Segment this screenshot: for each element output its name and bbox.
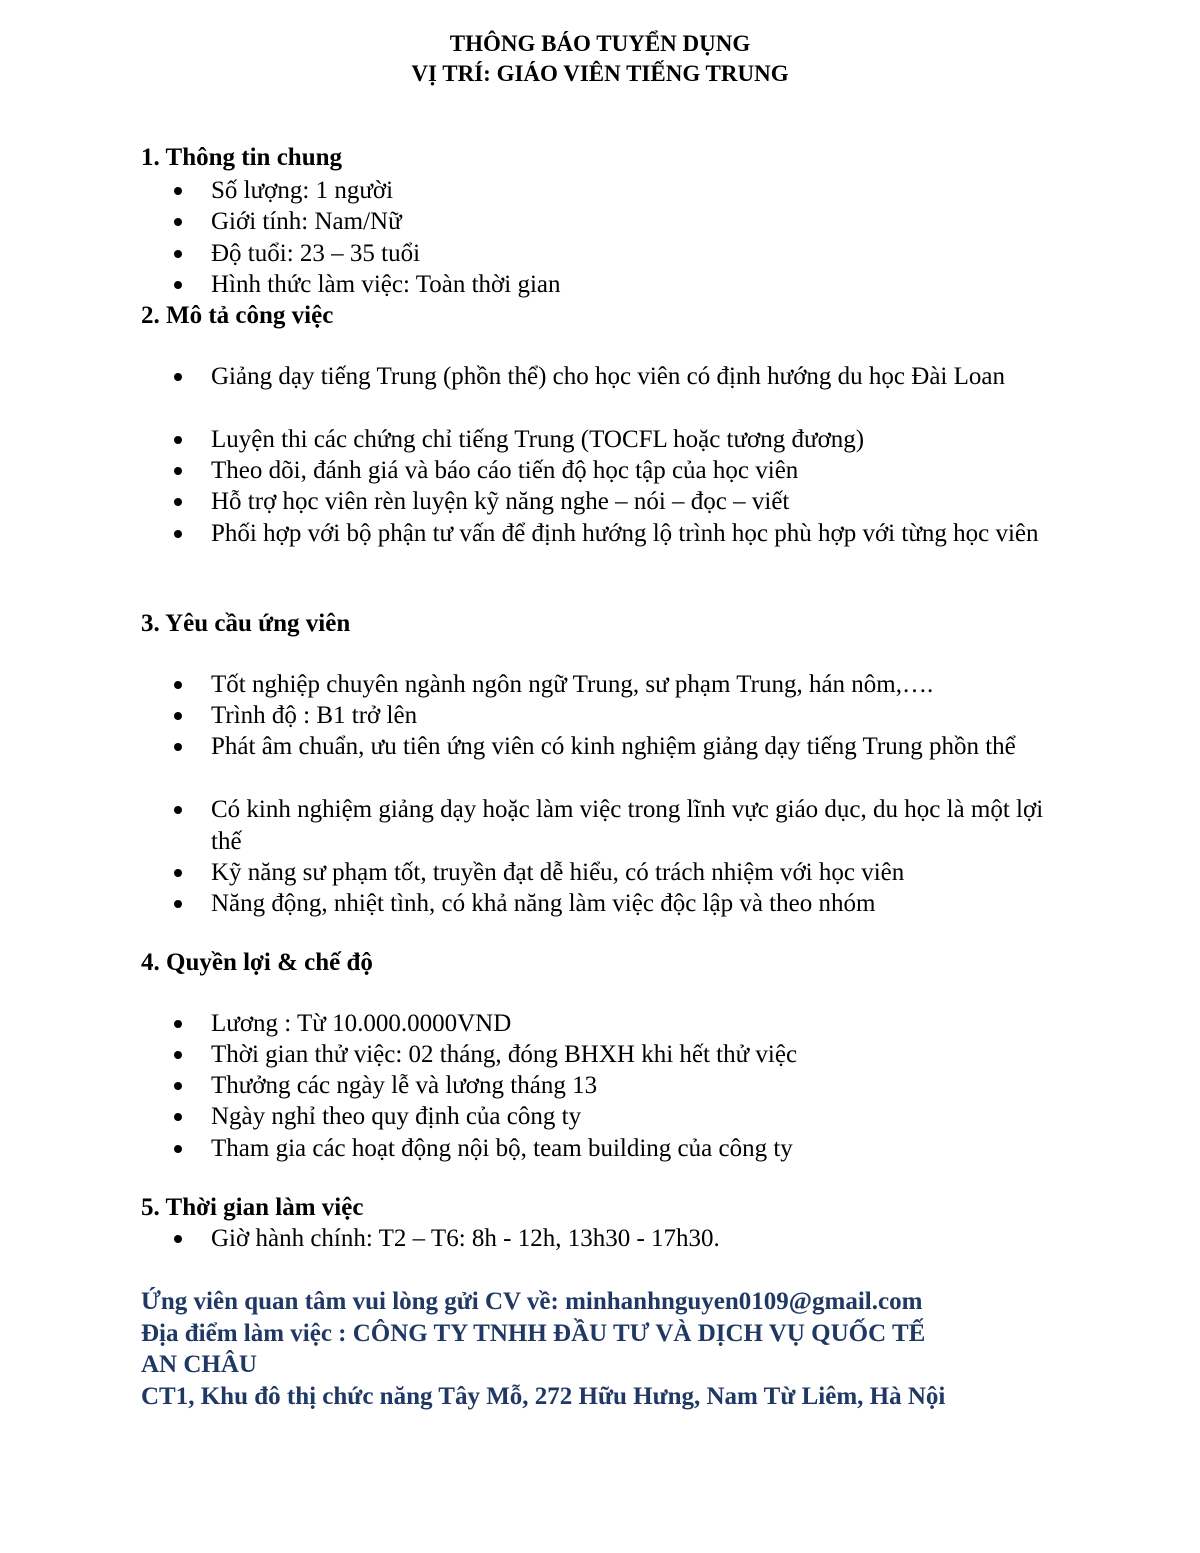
list-item: Theo dõi, đánh giá và báo cáo tiến độ học tập của học viên	[172, 455, 1072, 487]
list-item: Giới tính: Nam/Nữ	[172, 206, 1072, 238]
bullet-icon	[174, 281, 182, 289]
list-item: Trình độ : B1 trở lên	[172, 700, 1072, 732]
bullet-icon	[174, 681, 182, 689]
bullet-icon	[174, 498, 182, 506]
bullet-icon	[174, 1020, 182, 1028]
list-item: Luyện thi các chứng chỉ tiếng Trung (TOCFL hoặc tương đương)	[172, 424, 1072, 456]
section-heading-job-description: 2. Mô tả công việc	[141, 302, 334, 329]
bullet-icon	[174, 373, 182, 381]
list-item: Lương : Từ 10.000.0000VND	[172, 1008, 1072, 1040]
bullet-icon	[174, 869, 182, 877]
list-item: Số lượng: 1 người	[172, 175, 1072, 207]
bullet-icon	[174, 1145, 182, 1153]
list-item: Phát âm chuẩn, ưu tiên ứng viên có kinh nghiệm giảng dạy tiếng Trung phồn thể	[172, 731, 1072, 763]
bullet-icon	[174, 530, 182, 538]
contact-cv-line: Ứng viên quan tâm vui lòng gửi CV về: minhanhnguyen0109@gmail.com	[141, 1288, 923, 1315]
section-heading-working-hours: 5. Thời gian làm việc	[141, 1194, 364, 1221]
bullet-icon	[174, 436, 182, 444]
list-item: Kỹ năng sư phạm tốt, truyền đạt dễ hiểu, có trách nhiệm với học viên	[172, 857, 1072, 889]
section-heading-general-info: 1. Thông tin chung	[141, 144, 343, 171]
list-item: Tham gia các hoạt động nội bộ, team building của công ty	[172, 1133, 1072, 1165]
list-item: Độ tuổi: 23 – 35 tuổi	[172, 238, 1072, 270]
bullet-icon	[174, 187, 182, 195]
list-item: Hỗ trợ học viên rèn luyện kỹ năng nghe – nói – đọc – viết	[172, 486, 1072, 518]
list-item: Phối hợp với bộ phận tư vấn để định hướng lộ trình học phù hợp với từng học viên	[172, 518, 1072, 550]
list-item: Giảng dạy tiếng Trung (phồn thể) cho học viên có định hướng du học Đài Loan	[172, 361, 1072, 393]
bullet-icon	[174, 1235, 182, 1243]
document-subtitle: VỊ TRÍ: GIÁO VIÊN TIẾNG TRUNG	[411, 61, 789, 86]
list-item: Thưởng các ngày lễ và lương tháng 13	[172, 1070, 1072, 1102]
bullet-icon	[174, 467, 182, 475]
contact-address-line: CT1, Khu đô thị chức năng Tây Mỗ, 272 Hữu Hưng, Nam Từ Liêm, Hà Nội	[141, 1383, 946, 1410]
list-item: Hình thức làm việc: Toàn thời gian	[172, 269, 1072, 301]
document-title: THÔNG BÁO TUYỂN DỤNG	[449, 31, 751, 56]
list-item: Có kinh nghiệm giảng dạy hoặc làm việc trong lĩnh vực giáo dục, du học là một lợi thế	[172, 794, 1072, 857]
bullet-icon	[174, 806, 182, 814]
list-item: Tốt nghiệp chuyên ngành ngôn ngữ Trung, sư phạm Trung, hán nôm,….	[172, 669, 1072, 701]
bullet-icon	[174, 743, 182, 751]
bullet-icon	[174, 250, 182, 258]
list-item: Ngày nghỉ theo quy định của công ty	[172, 1101, 1072, 1133]
bullet-icon	[174, 900, 182, 908]
bullet-icon	[174, 218, 182, 226]
bullet-icon	[174, 1082, 182, 1090]
contact-location-line-2: AN CHÂU	[141, 1351, 257, 1378]
section-heading-benefits: 4. Quyền lợi & chế độ	[141, 949, 373, 976]
section-heading-requirements: 3. Yêu cầu ứng viên	[141, 610, 351, 637]
list-item: Giờ hành chính: T2 – T6: 8h - 12h, 13h30 - 17h30.	[172, 1223, 1072, 1255]
list-item: Năng động, nhiệt tình, có khả năng làm việc độc lập và theo nhóm	[172, 888, 1072, 920]
bullet-icon	[174, 712, 182, 720]
bullet-icon	[174, 1051, 182, 1059]
contact-location-line: Địa điểm làm việc : CÔNG TY TNHH ĐẦU TƯ VÀ DỊCH VỤ QUỐC TẾ	[141, 1320, 926, 1347]
list-item: Thời gian thử việc: 02 tháng, đóng BHXH khi hết thử việc	[172, 1039, 1072, 1071]
bullet-icon	[174, 1113, 182, 1121]
